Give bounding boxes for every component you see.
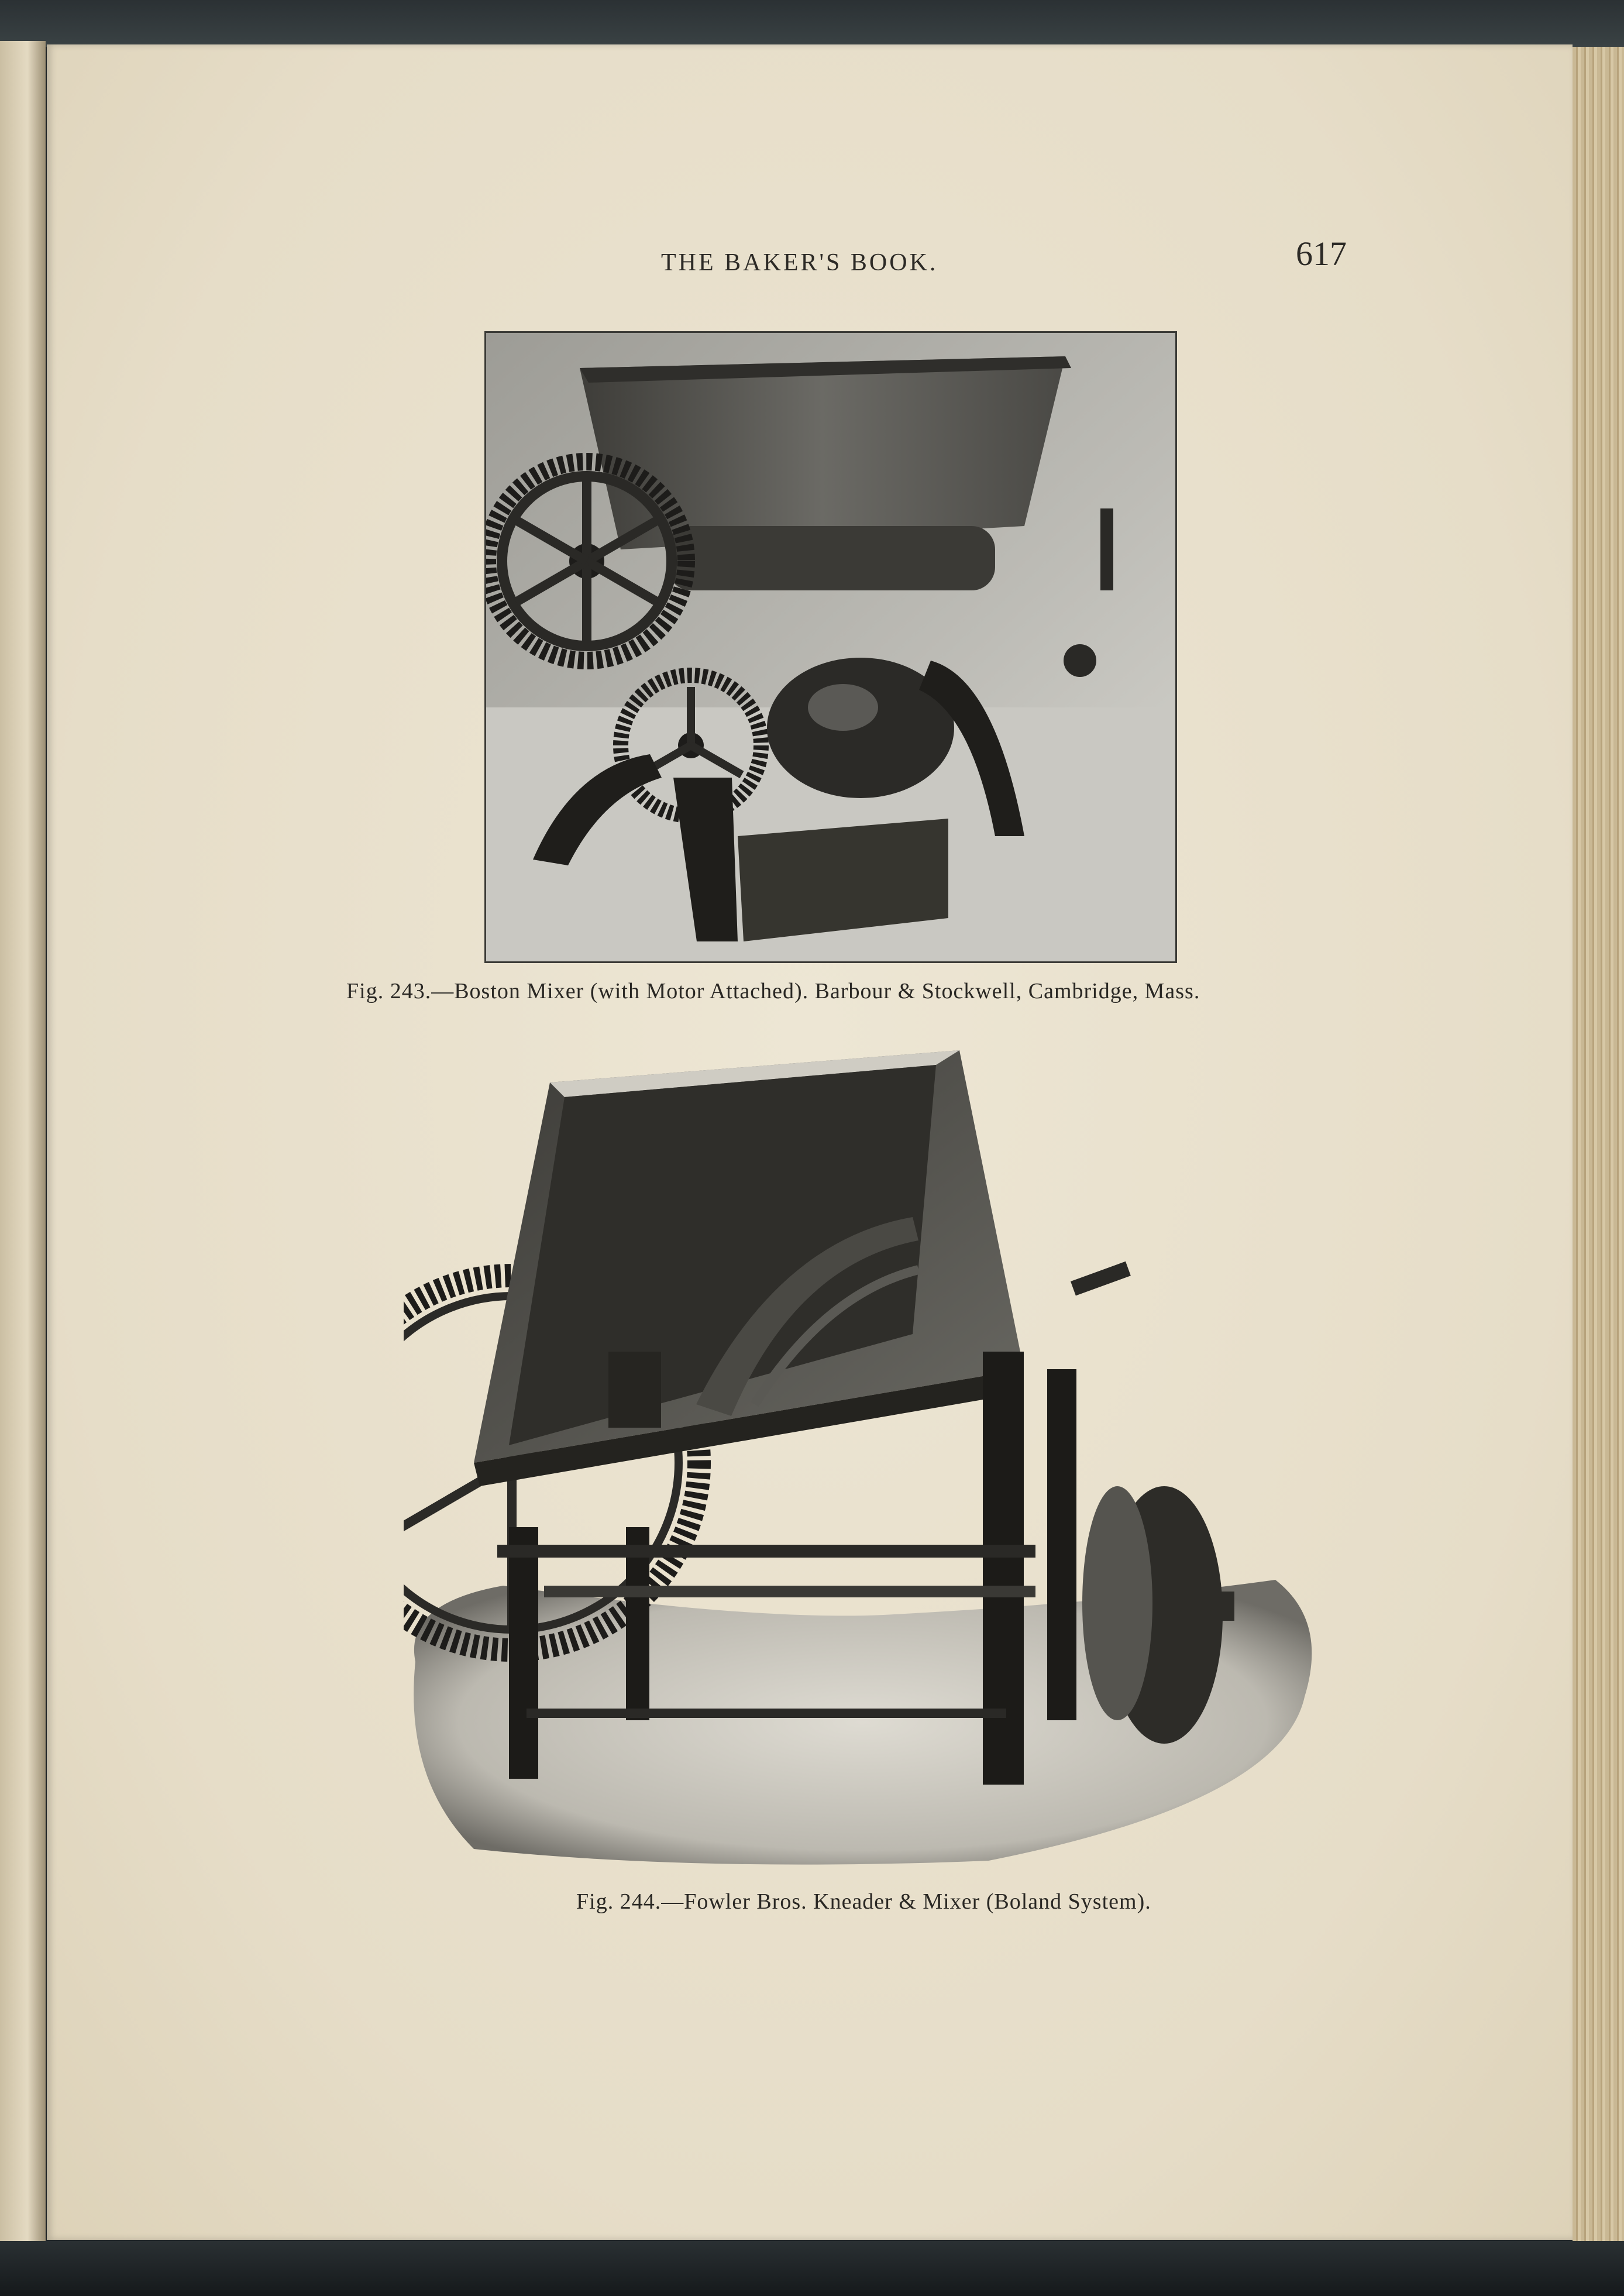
- page-edges: [1573, 47, 1624, 2241]
- figure-243-caption: Fig. 243.—Boston Mixer (with Motor Attached). Barbour & Stockwell, Cambridge, Mass.: [346, 979, 1200, 1003]
- page-number: 617: [1296, 235, 1347, 273]
- running-head: THE BAKER'S BOOK.: [661, 249, 938, 276]
- facing-page-edge: [0, 41, 46, 2247]
- book-binding-bottom: [0, 2241, 1624, 2296]
- book-binding-top: [0, 0, 1624, 47]
- figure-243-image: [484, 331, 1177, 963]
- figure-244-image: [404, 1042, 1328, 1872]
- figure-244-caption: Fig. 244.—Fowler Bros. Kneader & Mixer (Boland System).: [576, 1889, 1151, 1914]
